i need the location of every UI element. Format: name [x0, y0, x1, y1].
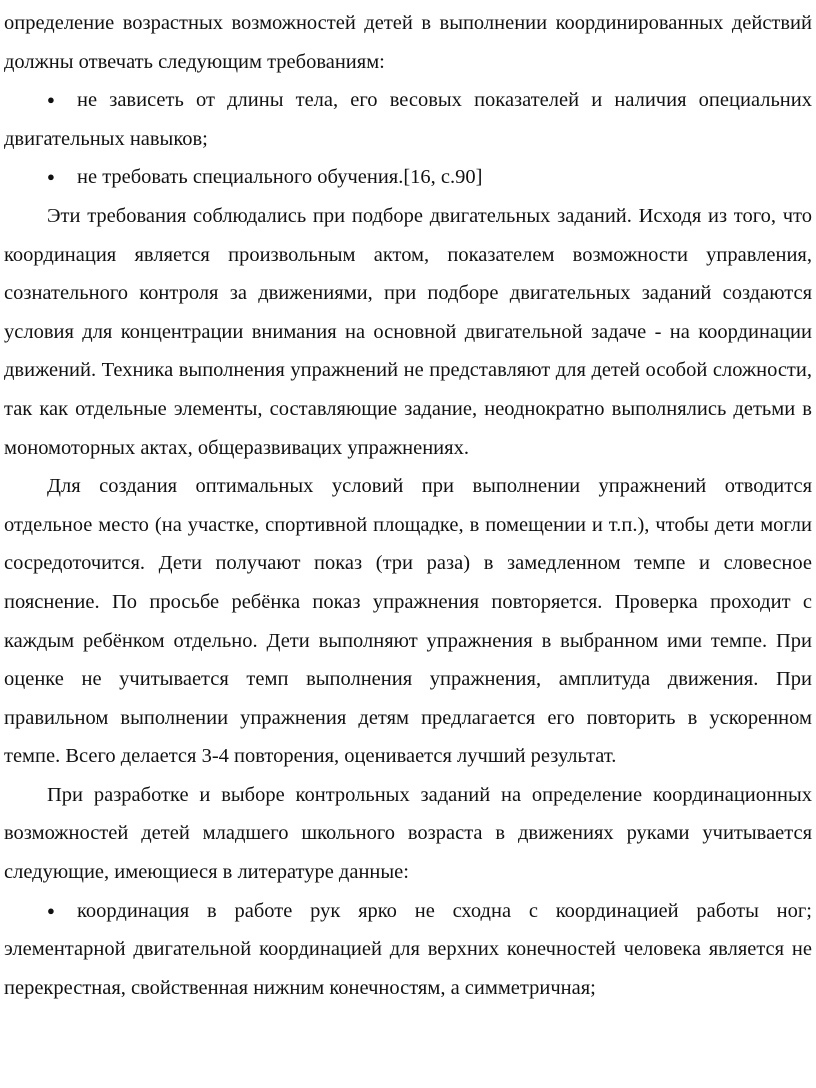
requirements-paragraph: Эти требования соблюдались при подборе двигательных заданий. Исходя из того, что координация является произвольным актом, показателем возможности управления, сознательного контроля за движениями, при подборе двигательных заданий создаются условия для концентрации внимания на основной двигательной задаче - на координации движений. Техника выполнения упражнений не представляют для детей особой сложности, так как отдельные элементы, составляющие задание, неоднократно выполнялись детьми в мономоторных актах, общеразвивацих упражнениях. [4, 204, 812, 459]
bullet-icon: ● [47, 92, 55, 108]
document-page [4, 4, 812, 1007]
bullet-text: не требовать специального обучения.[16, с.90] [77, 166, 483, 189]
bullet-text: координация в работе рук ярко не сходна с координацией работы ног; элементарной двигательной координацией для верхних конечностей человека является не перекрестная, свойственная нижним конечностям, а симметричная; [4, 899, 812, 999]
coordination-bullet [4, 892, 812, 1008]
intro-paragraph: определение возрастных возможностей детей в выполнении координированных действий должны отвечать следующим требованиям: [4, 12, 812, 73]
bullet-text: не зависеть от длины тела, его весовых показателей и наличия опециальних двигательных навыков; [4, 89, 812, 150]
conditions-paragraph: Для создания оптимальных условий при выполнении упражнений отводится отдельное место (на участке, спортивной площадке, в помещении и т.п.), чтобы дети могли сосредоточится. Дети получают показ (три раза) в замедленном темпе и словесное пояснение. По просьбе ребёнка показ упражнения повторяется. Проверка проходит с каждым ребёнком отдельно. Дети выполняют упражнения в выбранном ими темпе. При оценке не учитывается темп выполнения упражнения, амплитуда движения. При правильном выполнении упражнения детям предлагается его повторить в ускоренном темпе. Всего делается 3-4 повторения, оценивается лучший результат. [4, 475, 812, 768]
requirement-bullet-2 [4, 158, 812, 197]
control-tasks-paragraph: При разработке и выборе контрольных заданий на определение координационных возможностей детей младшего школьного возраста в движениях руками учитывается следующие, имеющиеся в литературе данные: [4, 783, 812, 884]
bullet-icon: ● [47, 902, 55, 918]
bullet-icon: ● [47, 169, 55, 185]
requirement-bullet-1 [4, 81, 812, 158]
